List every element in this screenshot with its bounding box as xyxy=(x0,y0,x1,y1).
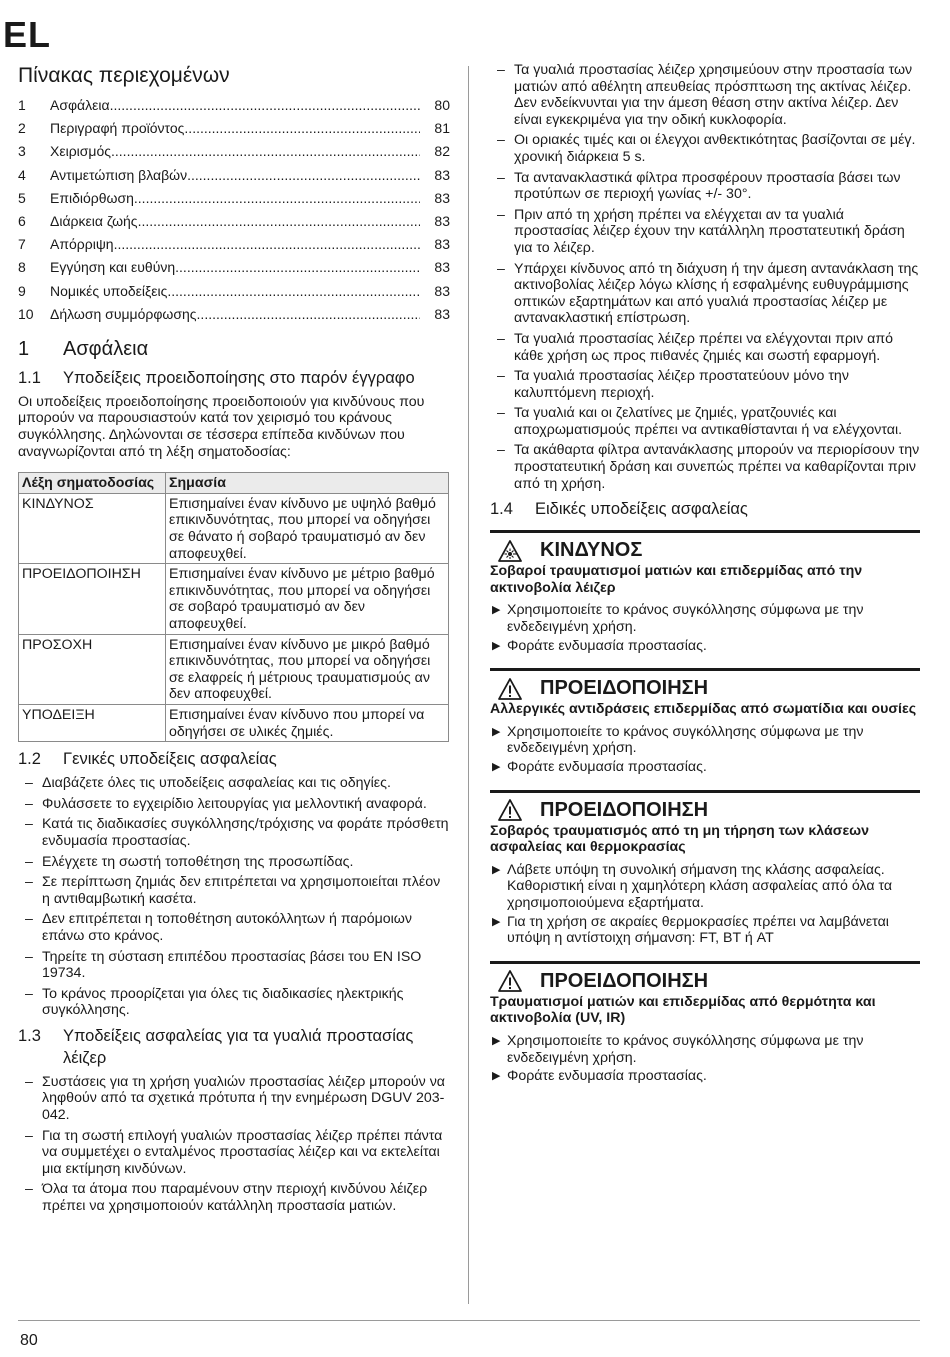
laser-warning-icon xyxy=(490,540,540,562)
arrow-bullet-icon: ▶ xyxy=(492,915,501,928)
toc-entry-number: 9 xyxy=(18,282,26,299)
list-item-text: Ελέγχετε τη σωστή τοποθέτηση της προσωπίδας. xyxy=(42,853,354,870)
toc-entry xyxy=(18,140,450,163)
warning-heading xyxy=(490,539,920,562)
dash-bullet: – xyxy=(497,62,505,78)
dash-bullet: – xyxy=(25,1127,33,1144)
warning-actions xyxy=(490,602,920,654)
toc-leader-dots xyxy=(175,256,420,279)
dash-bullet: – xyxy=(497,169,505,186)
table-row xyxy=(19,493,449,563)
toc-entry-number: 7 xyxy=(18,236,26,253)
toc-leader-dots xyxy=(134,187,420,210)
toc-entry xyxy=(18,210,450,233)
toc-entry-number: 4 xyxy=(18,166,26,183)
list-item xyxy=(18,949,450,982)
toc-entry-number: 1 xyxy=(18,97,26,113)
warning-actions xyxy=(490,1033,920,1085)
action-text: Για τη χρήση σε ακραίες θερμοκρασίες πρέπει να λαμβάνεται υπόψη η αντίστοιχη σήμανση: FT, BT ή AT xyxy=(507,913,889,947)
warning-rule xyxy=(490,668,920,671)
toc-entry-page: 83 xyxy=(434,305,450,322)
toc-entry-title: Επιδιόρθωση xyxy=(50,189,134,206)
right-column xyxy=(490,62,920,1099)
list-item-text: Τα αντανακλαστικά φίλτρα προσφέρουν προστασία βάσει των προτύπων σε περιοχή γωνίας +/- 30°. xyxy=(514,169,901,203)
left-column xyxy=(18,62,450,1219)
toc-leader-dots xyxy=(114,233,420,256)
signal-word-cell: ΠΡΟΕΙΔΟΠΟΙΗΣΗ xyxy=(19,564,166,634)
warning-lead: Αλλεργικές αντιδράσεις επιδερμίδας από σωματίδια και ουσίες xyxy=(490,701,917,718)
toc-entry-number: 2 xyxy=(18,120,26,137)
arrow-bullet-icon: ▶ xyxy=(492,604,501,617)
warning-level: ΠΡΟΕΙΔΟΠΟΙΗΣΗ xyxy=(540,798,709,821)
section-number: 1 xyxy=(18,337,30,360)
toc-entry xyxy=(18,233,450,256)
dash-bullet: – xyxy=(497,206,505,223)
toc-entry xyxy=(18,256,450,279)
toc-entry-number: 3 xyxy=(18,143,26,160)
action-text: Φοράτε ενδυμασία προστασίας. xyxy=(507,637,707,654)
meaning-cell: Επισημαίνει έναν κίνδυνο με υψηλό βαθμό επικινδυνότητας, που μπορεί να οδηγήσει σε θάνατο ή σοβαρό τραυματισμό αν δεν αποφευχθεί. xyxy=(166,493,449,563)
subsection-title: Υποδείξεις ασφαλείας για τα γυαλιά προστασίας λέιζερ xyxy=(63,1026,414,1067)
toc-entry xyxy=(18,303,450,326)
warning-rule xyxy=(490,790,920,793)
list-item xyxy=(18,1074,450,1124)
subsection-title: Ειδικές υποδείξεις ασφαλείας xyxy=(535,500,748,519)
warning-block xyxy=(490,530,920,654)
toc-entry-title: Νομικές υποδείξεις xyxy=(50,282,168,299)
meaning-cell: Επισημαίνει έναν κίνδυνο με μέτριο βαθμό επικινδυνότητας, που μπορεί να οδηγήσει σε σοβαρό τραυματισμό αν δεν αποφευχθεί. xyxy=(166,564,449,634)
dash-bullet: – xyxy=(25,948,33,965)
warning-intro-paragraph: Οι υποδείξεις προειδοποίησης προειδοποιούν για κινδύνους που μπορούν να παρουσιαστούν κατά τον χειρισμό του κράνους συγκόλλησης. Δηλώνονται σε τέσσερα επίπεδα κινδύνων που αναγνωρίζονται από τη λέξη σηματοδοσίας: xyxy=(18,393,425,460)
action-text: Χρησιμοποιείτε το κράνος συγκόλλησης σύμφωνα με την ενδεδειγμένη χρήση. xyxy=(507,1032,864,1066)
list-item-text: Φυλάσσετε το εγχειρίδιο λειτουργίας για μελλοντική αναφορά. xyxy=(42,795,427,812)
toc-entry-page: 83 xyxy=(434,212,450,229)
warning-heading xyxy=(490,677,920,700)
action-text: Φοράτε ενδυμασία προστασίας. xyxy=(507,1068,707,1085)
toc-entry-page: 81 xyxy=(434,120,450,137)
toc-entry-page: 83 xyxy=(434,236,450,253)
list-item xyxy=(18,1128,450,1178)
dash-bullet: – xyxy=(25,985,33,1002)
toc-entry-number: 10 xyxy=(18,305,34,322)
column-divider xyxy=(468,66,469,1304)
meaning-cell: Επισημαίνει έναν κίνδυνο που μπορεί να οδηγήσει σε υλικές ζημιές. xyxy=(166,704,449,741)
subsection-heading xyxy=(18,367,450,389)
action-item xyxy=(490,1033,920,1066)
language-code: EL xyxy=(3,14,52,55)
toc-leader-dots xyxy=(187,164,420,187)
meaning-cell: Επισημαίνει έναν κίνδυνο με μικρό βαθμό επικινδυνότητας, που μπορεί να οδηγήσει σε ελαφρείς ή μέτριους τραυματισμούς αν δεν αποφευχθεί. xyxy=(166,634,449,704)
action-item xyxy=(490,862,920,912)
warning-block xyxy=(490,961,920,1085)
signal-word-table xyxy=(18,472,449,742)
action-item xyxy=(490,1068,920,1085)
list-item-text: Το κράνος προορίζεται για όλες τις διαδικασίες ηλεκτρικής συγκόλλησης. xyxy=(42,985,404,1019)
list-item-text: Κατά τις διαδικασίες συγκόλλησης/τρόχισης να φοράτε πρόσθετη ενδυμασία προστασίας. xyxy=(42,816,449,849)
section-heading xyxy=(18,338,450,361)
table-row xyxy=(19,564,449,634)
dash-bullet: – xyxy=(25,853,33,870)
toc-entry xyxy=(18,117,450,140)
list-item-text: Δεν επιτρέπεται η τοποθέτηση αυτοκόλλητων ή παρόμοιων επάνω στο κράνος. xyxy=(42,911,412,944)
dash-bullet: – xyxy=(497,442,505,459)
dash-bullet: – xyxy=(25,1073,33,1090)
toc-entry xyxy=(18,94,450,117)
toc-leader-dots xyxy=(110,94,420,117)
signal-word-cell: ΠΡΟΣΟΧΗ xyxy=(19,634,166,704)
dash-bullet: – xyxy=(25,1181,33,1198)
list-item xyxy=(18,854,450,871)
toc-entry-title: Δήλωση συμμόρφωσης xyxy=(50,305,197,322)
dash-bullet: – xyxy=(25,816,33,833)
toc-entry-page: 83 xyxy=(434,282,450,299)
subsection-number: 1.3 xyxy=(18,1026,41,1045)
action-item xyxy=(490,759,920,776)
list-item xyxy=(490,170,920,203)
warning-block xyxy=(490,790,920,947)
list-item-text: Διαβάζετε όλες τις υποδείξεις ασφαλείας και τις οδηγίες. xyxy=(42,775,391,792)
toc-entry-page: 83 xyxy=(434,189,450,206)
footer-rule xyxy=(18,1320,920,1321)
list-item-text: Τα γυαλιά και οι ζελατίνες με ζημιές, γρατζουνιές και αποχρωματισμούς πρέπει να αντικαθίστανται ή να ελέγχονται. xyxy=(514,405,903,438)
warning-block xyxy=(490,668,920,775)
action-text: Χρησιμοποιείτε το κράνος συγκόλλησης σύμφωνα με την ενδεδειγμένη χρήση. xyxy=(507,723,864,757)
toc-entry-number: 6 xyxy=(18,212,26,229)
subsection-number: 1.4 xyxy=(490,500,513,519)
list-item xyxy=(18,775,450,792)
subsection-heading xyxy=(18,748,450,770)
toc-entry-title: Διάρκεια ζωής xyxy=(50,212,138,229)
action-item xyxy=(490,602,920,635)
list-item-text: Τα γυαλιά προστασίας λέιζερ προστατεύουν μόνο την καλυπτόμενη περιοχή. xyxy=(514,368,849,401)
toc-entry-title: Αντιμετώπιση βλαβών xyxy=(50,166,188,183)
list-item xyxy=(490,368,920,401)
dash-bullet: – xyxy=(497,132,505,149)
list-item xyxy=(490,405,920,438)
warning-lead: Τραυματισμοί ματιών και επιδερμίδας από θερμότητα και ακτινοβολία (UV, IR) xyxy=(490,993,876,1027)
laser-goggles-safety-list xyxy=(18,1074,450,1215)
warning-triangle-icon xyxy=(490,799,540,821)
toc-entry-page: 80 xyxy=(434,97,450,113)
toc-entry-page: 83 xyxy=(434,259,450,276)
list-item-text: Τα γυαλιά προστασίας λέιζερ χρησιμεύουν στην προστασία των ματιών από αθέλητη απευθείας πρόσπτωση της ακτίνας λέιζερ. Δεν ενδείκνυνται για την άμεση θέαση στην ακτίνα λέιζερ. Δεν είναι εγκεκριμένα για την οδική κυκλοφορία. xyxy=(514,62,913,128)
toc-title: Πίνακας περιεχομένων xyxy=(18,64,230,87)
warning-triangle-icon xyxy=(490,970,540,992)
toc-leader-dots xyxy=(111,140,420,163)
action-text: Χρησιμοποιείτε το κράνος συγκόλλησης σύμφωνα με την ενδεδειγμένη χρήση. xyxy=(507,602,864,636)
list-item xyxy=(18,796,450,813)
list-item xyxy=(18,1181,450,1214)
table-of-contents xyxy=(18,94,450,326)
dash-bullet: – xyxy=(25,775,33,792)
signal-word-cell: ΥΠΟΔΕΙΞΗ xyxy=(19,704,166,741)
arrow-bullet-icon: ▶ xyxy=(492,863,501,876)
action-text: Λάβετε υπόψη τη συνολική σήμανση της κλάσης ασφαλείας. Καθοριστική είναι η χαμηλότερη κλάση ασφαλείας από όλα τα χρησιμοποιούμενα εξαρτήματα. xyxy=(507,861,893,911)
warning-level: ΠΡΟΕΙΔΟΠΟΙΗΣΗ xyxy=(540,677,709,700)
arrow-bullet-icon: ▶ xyxy=(492,725,501,738)
dash-bullet: – xyxy=(497,330,505,347)
list-item-text: Όλα τα άτομα που παραμένουν στην περιοχή κινδύνου λέιζερ πρέπει να χρησιμοποιούν κατάλληλη προστασία ματιών. xyxy=(42,1181,428,1215)
toc-entry-page: 83 xyxy=(434,166,450,183)
arrow-bullet-icon: ▶ xyxy=(492,1034,501,1047)
warning-actions xyxy=(490,724,920,776)
action-item xyxy=(490,724,920,757)
dash-bullet: – xyxy=(25,874,33,891)
list-item xyxy=(18,911,450,944)
subsection-title: Υποδείξεις προειδοποίησης στο παρόν έγγραφο xyxy=(63,368,415,387)
toc-leader-dots xyxy=(167,280,420,303)
warning-heading xyxy=(490,799,920,822)
list-item xyxy=(490,62,920,128)
general-safety-list xyxy=(18,775,450,1019)
warning-heading xyxy=(490,970,920,993)
column-header: Λέξη σηματοδοσίας xyxy=(19,473,166,494)
action-item xyxy=(490,638,920,655)
subsection-heading xyxy=(490,498,920,520)
list-item xyxy=(18,816,450,849)
toc-leader-dots xyxy=(197,303,420,326)
list-item-text: Τηρείτε τη σύσταση επιπέδου προστασίας βάσει του EN ISO 19734. xyxy=(42,948,422,982)
dash-bullet: – xyxy=(497,260,505,277)
special-warnings xyxy=(490,530,920,1084)
toc-leader-dots xyxy=(138,210,420,233)
list-item-text: Συστάσεις για τη χρήση γυαλιών προστασίας λέιζερ μπορούν να ληφθούν από τα σχετικά πρότυπα ή την ενημέρωση DGUV 203-042. xyxy=(42,1073,446,1124)
list-item xyxy=(18,986,450,1019)
warning-lead: Σοβαροί τραυματισμοί ματιών και επιδερμίδας από την ακτινοβολία λέιζερ xyxy=(490,563,863,596)
toc-entry xyxy=(18,280,450,303)
action-item xyxy=(490,914,920,947)
warning-triangle-icon xyxy=(490,678,540,700)
list-item-text: Πριν από τη χρήση πρέπει να ελέγχεται αν τα γυαλιά προστασίας λέιζερ έχουν την κατάλληλη προστατευτική δράση για το λέιζερ. xyxy=(514,206,905,256)
dash-bullet: – xyxy=(497,405,505,422)
arrow-bullet-icon: ▶ xyxy=(492,639,501,652)
arrow-bullet-icon: ▶ xyxy=(492,761,501,773)
list-item-text: Υπάρχει κίνδυνος από τη διάχυση ή την άμεση αντανάκλαση της ακτινοβολίας λέιζερ λόγω κλίσης ή εσφαλμένης ευθυγράμμισης οπτικών εξαρτημάτων και από γυαλιά προστασίας λέιζερ με αντανακλαστική επίστρωση. xyxy=(514,260,919,327)
table-row xyxy=(19,634,449,704)
page-number: 80 xyxy=(20,1332,38,1349)
section-title: Ασφάλεια xyxy=(63,337,149,360)
list-item xyxy=(490,132,920,165)
list-item xyxy=(490,442,920,492)
warning-level: ΚΙΝΔΥΝΟΣ xyxy=(540,539,643,562)
toc-entry-title: Απόρριψη xyxy=(50,236,114,253)
warning-lead: Σοβαρός τραυματισμός από τη μη τήρηση των κλάσεων ασφαλείας και θερμοκρασίας xyxy=(490,822,870,856)
dash-bullet: – xyxy=(25,795,33,812)
toc-entry-number: 8 xyxy=(18,259,26,276)
list-item-text: Για τη σωστή επιλογή γυαλιών προστασίας λέιζερ πρέπει πάντα να συμμετέχει ο ενταλμένος προστασίας λέιζερ και να εκτελείται μια εκτίμηση κινδύνων. xyxy=(42,1127,443,1177)
toc-entry-title: Περιγραφή προϊόντος xyxy=(50,120,185,137)
toc-entry-title: Ασφάλεια xyxy=(50,97,110,113)
table-row xyxy=(19,704,449,741)
laser-goggles-safety-list-continued xyxy=(490,62,920,492)
list-item xyxy=(490,207,920,257)
arrow-bullet-icon: ▶ xyxy=(492,1070,501,1083)
dash-bullet: – xyxy=(25,911,33,928)
toc-leader-dots xyxy=(184,117,420,140)
list-item-text: Οι οριακές τιμές και οι έλεγχοι ανθεκτικότητας βασίζονται σε μέγ. χρονική διάρκεια 5 s. xyxy=(514,132,916,165)
subsection-number: 1.1 xyxy=(18,368,41,387)
toc-entry-title: Εγγύηση και ευθύνη xyxy=(50,259,176,276)
warning-actions xyxy=(490,862,920,947)
list-item xyxy=(490,331,920,364)
table-header-row xyxy=(19,473,449,494)
column-header: Σημασία xyxy=(166,473,449,494)
action-text: Φοράτε ενδυμασία προστασίας. xyxy=(507,759,707,775)
subsection-title: Γενικές υποδείξεις ασφαλείας xyxy=(63,750,277,769)
list-item xyxy=(18,874,450,907)
list-item xyxy=(490,261,920,327)
toc-entry xyxy=(18,164,450,187)
warning-level: ΠΡΟΕΙΔΟΠΟΙΗΣΗ xyxy=(540,969,709,992)
signal-word-cell: ΚΙΝΔΥΝΟΣ xyxy=(19,493,166,563)
toc-entry-title: Χειρισμός xyxy=(50,143,112,160)
list-item-text: Τα γυαλιά προστασίας λέιζερ πρέπει να ελέγχονται πριν από κάθε χρήση ως προς πιθανές ζημιές και σωστή εφαρμογή. xyxy=(514,330,894,364)
toc-entry xyxy=(18,187,450,210)
subsection-number: 1.2 xyxy=(18,750,41,769)
warning-rule xyxy=(490,530,920,533)
list-item-text: Τα ακάθαρτα φίλτρα αντανάκλασης μπορούν να περιορίσουν την προστατευτική δράση και συνεπώς πρέπει να καθαρίζονται πριν από τη χρήση. xyxy=(514,442,920,492)
toc-entry-page: 82 xyxy=(434,143,450,160)
list-item-text: Σε περίπτωση ζημιάς δεν επιτρέπεται να χρησιμοποιείται πλέον η αντιθαμβωτική κασέτα. xyxy=(42,874,441,907)
subsection-heading xyxy=(18,1025,450,1069)
dash-bullet: – xyxy=(497,368,505,385)
warning-rule xyxy=(490,961,920,964)
toc-entry-number: 5 xyxy=(18,189,26,206)
